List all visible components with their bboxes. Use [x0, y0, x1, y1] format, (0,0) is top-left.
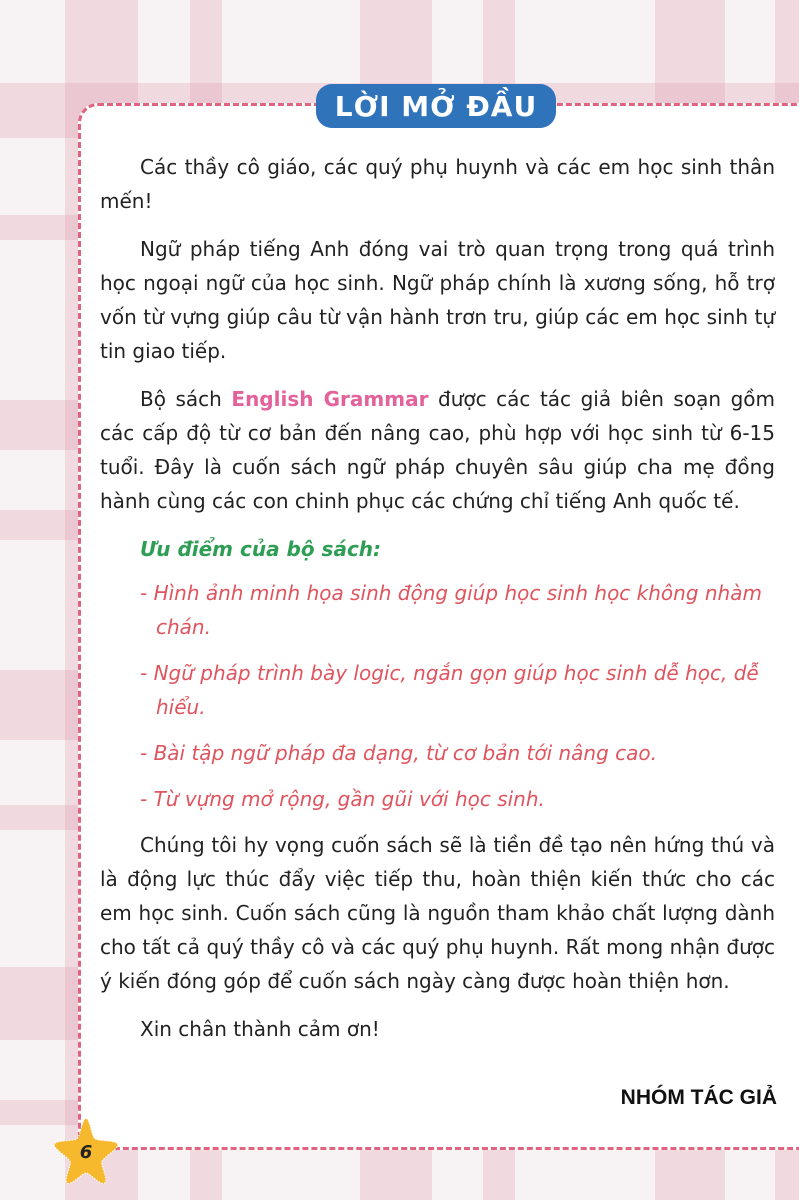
advantage-item: - Từ vựng mở rộng, gần gũi với học sinh. [140, 787, 545, 811]
signature: NHÓM TÁC GIẢ [620, 1086, 777, 1109]
book-series-paragraph: Bộ sách English Grammar được các tác giả biên soạn gồm các cấp độ từ cơ bản đến nâng cao, phù hợp với học sinh từ 6-15 tuổi. Đây là cuốn sách ngữ pháp chuyên sâu giúp cha mẹ đồng hành cùng các con chinh phục các chứng chỉ tiếng Anh quốc tế. [100, 387, 775, 513]
advantage-item: - Ngữ pháp trình bày logic, ngắn gọn giúp học sinh dễ học, dễ hiểu. [140, 661, 759, 719]
greeting-paragraph: Các thầy cô giáo, các quý phụ huynh và các em học sinh thân mến! [100, 155, 775, 213]
page-title: LỜI MỞ ĐẦU [316, 84, 556, 128]
advantage-item: - Bài tập ngữ pháp đa dạng, từ cơ bản tới nâng cao. [140, 741, 657, 765]
advantages-heading: Ưu điểm của bộ sách: [140, 537, 382, 561]
closing-line: Xin chân thành cảm ơn! [140, 1017, 380, 1041]
intro-paragraph: Ngữ pháp tiếng Anh đóng vai trò quan trọng trong quá trình học ngoại ngữ của học sinh. Ngữ pháp chính là xương sống, hỗ trợ vốn từ vựng giúp câu từ vận hành trơn tru, giúp các em học sinh tự tin giao tiếp. [100, 237, 775, 363]
advantage-item: - Hình ảnh minh họa sinh động giúp học sinh học không nhàm chán. [140, 581, 762, 639]
preface-body [100, 150, 775, 1046]
page-number: 6 [79, 1141, 93, 1163]
hope-paragraph: Chúng tôi hy vọng cuốn sách sẽ là tiền đề tạo nên hứng thú và là động lực thúc đẩy việc tiếp thu, hoàn thiện kiến thức cho các em học sinh. Cuốn sách cũng là nguồn tham khảo chất lượng dành cho tất cả quý thầy cô và các quý phụ huynh. Rất mong nhận được ý kiến đóng góp để cuốn sách ngày càng được hoàn thiện hơn. [100, 833, 775, 993]
series-name: English Grammar [231, 387, 429, 411]
